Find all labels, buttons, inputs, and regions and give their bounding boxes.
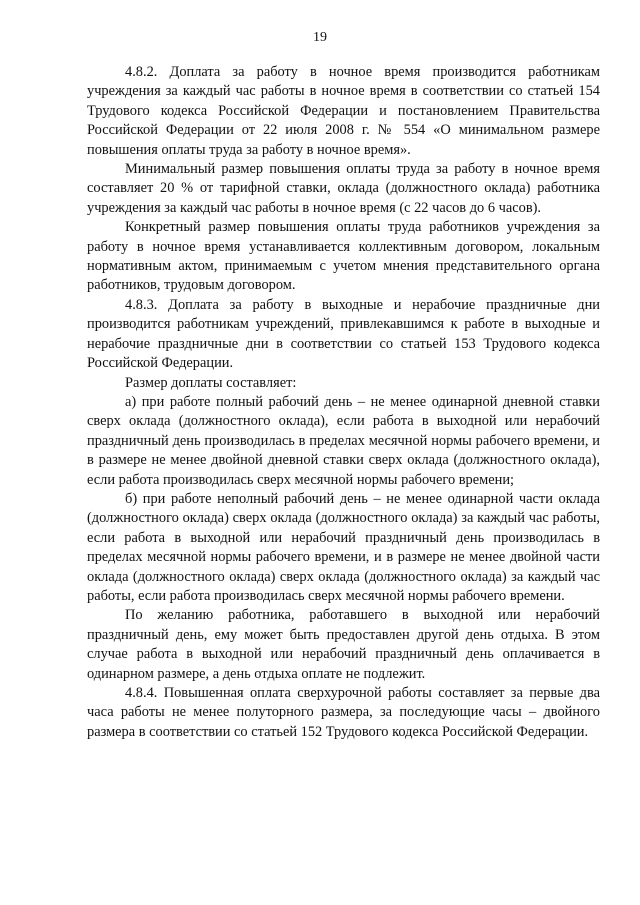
- paragraph-4-8-3: 4.8.3. Доплата за работу в выходные и нерабочие праздничные дни производится работникам учреждений, привлекавшимся к работе в выходные и нерабочие праздничные дни в соответствии со статьей 153 Трудового кодекса Российской Федерации.: [87, 296, 600, 372]
- paragraph-4-8-2: 4.8.2. Доплата за работу в ночное время производится работникам учреждения за каждый час работы в ночное время в соответствии со статьей 154 Трудового кодекса Российской Федерации и постановлением Правительства Российской Федерации от 22 июля 2008 г. № 554 «О минимальном размере повышения оплаты труда за работу в ночное время».: [87, 64, 600, 158]
- paragraph-day-off: По желанию работника, работавшего в выходной или нерабочий праздничный день, ему может быть предоставлен другой день отдыха. В этом случае работа в выходной или нерабочий праздничный день оплачивается в одинарном размере, а день отдыха оплате не подлежит.: [87, 607, 600, 682]
- paragraph-payment-size-intro: Размер доплаты составляет:: [125, 374, 297, 391]
- paragraph-item-a: а) при работе полный рабочий день – не менее одинарной дневной ставки сверх оклада (должностного оклада), если работа в выходной или нерабочий праздничный день производилась в пределах месячной нормы рабочего времени, и в размере не менее двойной дневной ставки сверх оклада (должностного оклада), если работа производилась сверх месячной нормы рабочего времени;: [87, 393, 600, 488]
- paragraph-item-b: б) при работе неполный рабочий день – не менее одинарной части оклада (должностного оклада) сверх оклада (должностного оклада) за каждый час работы, если работа в выходной или нерабочий праздничный день производилась в пределах месячной нормы рабочего времени, и в размере не менее двойной части оклада (должностного оклада) сверх оклада (должностного оклада) за каждый час работы, если работа производилась сверх месячной нормы рабочего времени.: [87, 490, 600, 604]
- paragraph-4-8-4: 4.8.4. Повышенная оплата сверхурочной работы составляет за первые два часа работы не менее полуторного размера, за последующие часы – двойного размера в соответствии со статьей 152 Трудового кодекса Российской Федерации.: [87, 685, 600, 740]
- document-body: [87, 63, 600, 742]
- paragraph-specific-night-rate: Конкретный размер повышения оплаты труда работников учреждения за работу в ночное время устанавливается коллективным договором, локальным нормативным актом, принимаемым с учетом мнения представительного органа работников, трудовым договором.: [87, 219, 600, 294]
- paragraph-min-night-rate: Минимальный размер повышения оплаты труда за работу в ночное время составляет 20 % от тарифной ставки, оклада (должностного оклада) работника учреждения за каждый час работы в ночное время (с 22 часов до 6 часов).: [87, 161, 600, 216]
- page-number: 19: [313, 30, 327, 45]
